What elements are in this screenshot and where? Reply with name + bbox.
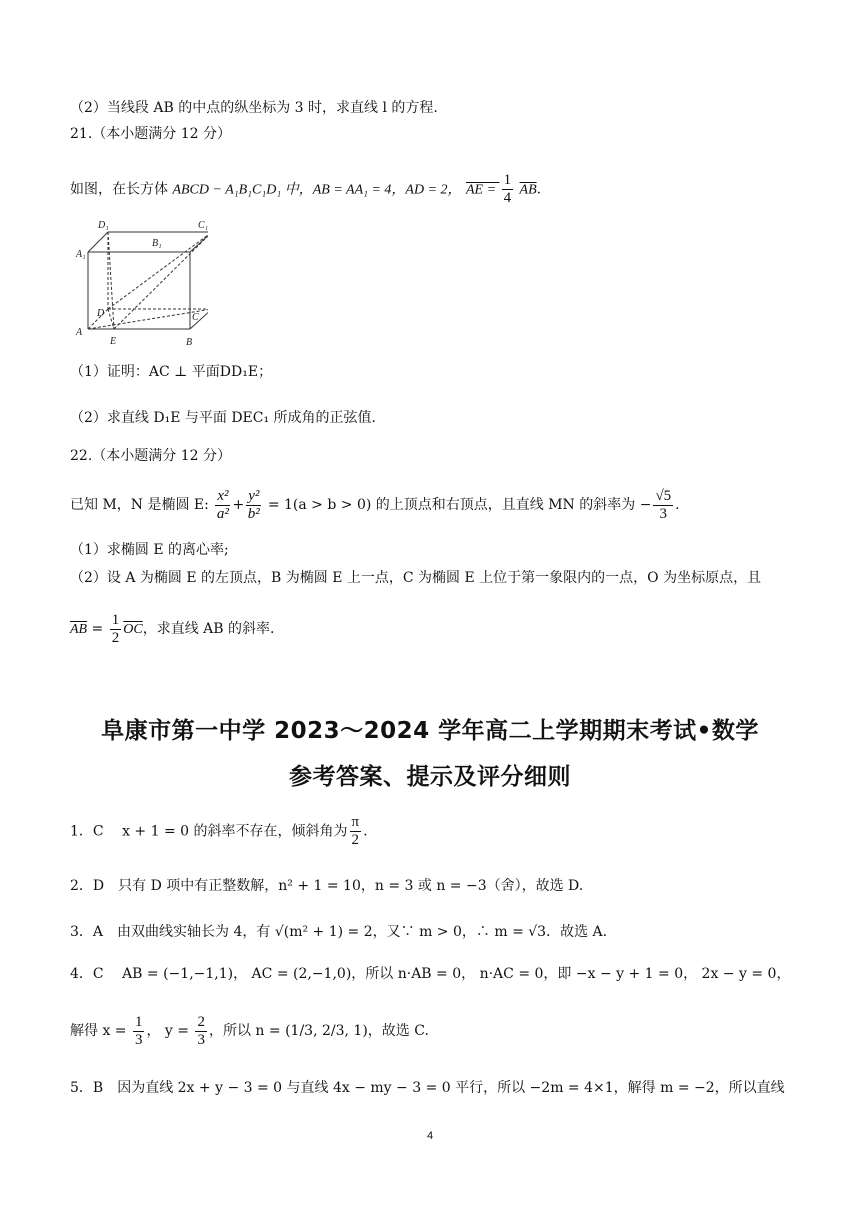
- answer-2: 2．D 只有 D 项中有正整数解，n² + 1 = 10，n = 3 或 n = −3（舍），故选 D.: [70, 878, 584, 894]
- label-b: B: [186, 337, 193, 348]
- label-b1: B₁: [152, 238, 162, 249]
- fraction: $\frac{1}{2}$: [111, 611, 120, 646]
- q21-header: 21.（本小题满分 12 分）: [70, 126, 231, 142]
- fraction: $\frac{\text{y²}}{\text{b²}}$: [247, 487, 260, 522]
- fraction: $\frac{1}{4}$: [503, 172, 512, 206]
- answer-4-cont: 解得 x = $\frac{1}{3}$ ， y = $\frac{2}{3}$ ，所以 n = (1/3, 2/3, 1)，故选 C.: [70, 1013, 429, 1048]
- page-number: 4: [426, 1130, 434, 1142]
- label-e: E: [110, 336, 117, 347]
- q21-part1: （1）证明：AC ⊥ 平面DD₁E；: [70, 364, 273, 380]
- answer-4: 4．C AB = (−1,−1,1)， AC = (2,−1,0)，所以 n·AB = 0， n·AC = 0，即 −x − y + 1 = 0， 2x − y = 0，: [70, 966, 791, 982]
- label-d1: D₁: [98, 220, 109, 231]
- cuboid-figure: [68, 212, 208, 352]
- fraction: $\frac{\text{x²}}{\text{a²}}$: [216, 487, 229, 522]
- fraction: $\frac{√5}{3}$: [655, 487, 672, 522]
- q22-stem: 已知 M，N 是椭圆 E: $\frac{\text{x²}}{\text{a²}}$ + $\frac{\text{y²}}{\text{b²}}$ = 1(a > b > 0) 的上顶点和右顶点，且直线 MN 的斜率为 − $\frac{√5}{3}$ .: [70, 487, 680, 522]
- fraction: $\frac{\pi}{2}$: [351, 814, 360, 848]
- answer-title: 阜康市第一中学 2023～2024 学年高二上学期期末考试•数学: [101, 718, 759, 744]
- q22-part1: （1）求椭圆 E 的离心率;: [70, 542, 229, 558]
- answer-subtitle: 参考答案、提示及评分细则: [289, 764, 571, 790]
- q20-part2: （2）当线段 AB 的中点的纵坐标为 3 时，求直线 l 的方程.: [70, 100, 438, 116]
- fraction: $\frac{1}{3}$: [134, 1013, 143, 1048]
- answer-1: 1．C x + 1 = 0 的斜率不存在，倾斜角为 $\frac{\pi}{2}$ .: [70, 814, 368, 848]
- q22-part2: （2）设 A 为椭圆 E 的左顶点，B 为椭圆 E 上一点，C 为椭圆 E 上位于第一象限内的一点，O 为坐标原点，且: [70, 570, 762, 586]
- label-c: C: [192, 312, 199, 323]
- q22-header: 22.（本小题满分 12 分）: [70, 448, 231, 464]
- answer-5: 5．B 因为直线 2x + y − 3 = 0 与直线 4x − my − 3 = 0 平行，所以 −2m = 4×1，解得 m = −2，所以直线: [70, 1080, 785, 1096]
- fraction: $\frac{2}{3}$: [197, 1013, 205, 1048]
- label-d: D: [97, 308, 105, 319]
- answer-3: 3．A 由双曲线实轴长为 4，有 √(m² + 1) = 2，又∵ m > 0，∴ m = √3．故选 A.: [70, 924, 608, 940]
- label-a: A: [76, 327, 83, 338]
- label-c1: C₁: [198, 220, 208, 231]
- q22-part2-condition: $\overline{AB}$ = $\frac{1}{2}$ $\overline{OC}$，求直线 AB 的斜率.: [70, 611, 275, 646]
- label-a1: A₁: [76, 249, 86, 260]
- q21-stem: 如图，在长方体 ABCD − A₁B₁C₁D₁ 中，AB = AA₁ = 4，AD = 2， AE = $\frac{1}{4}$ $\overline{AB}$.: [70, 172, 542, 206]
- q21-part2: （2）求直线 D₁E 与平面 DEC₁ 所成角的正弦值.: [70, 410, 376, 426]
